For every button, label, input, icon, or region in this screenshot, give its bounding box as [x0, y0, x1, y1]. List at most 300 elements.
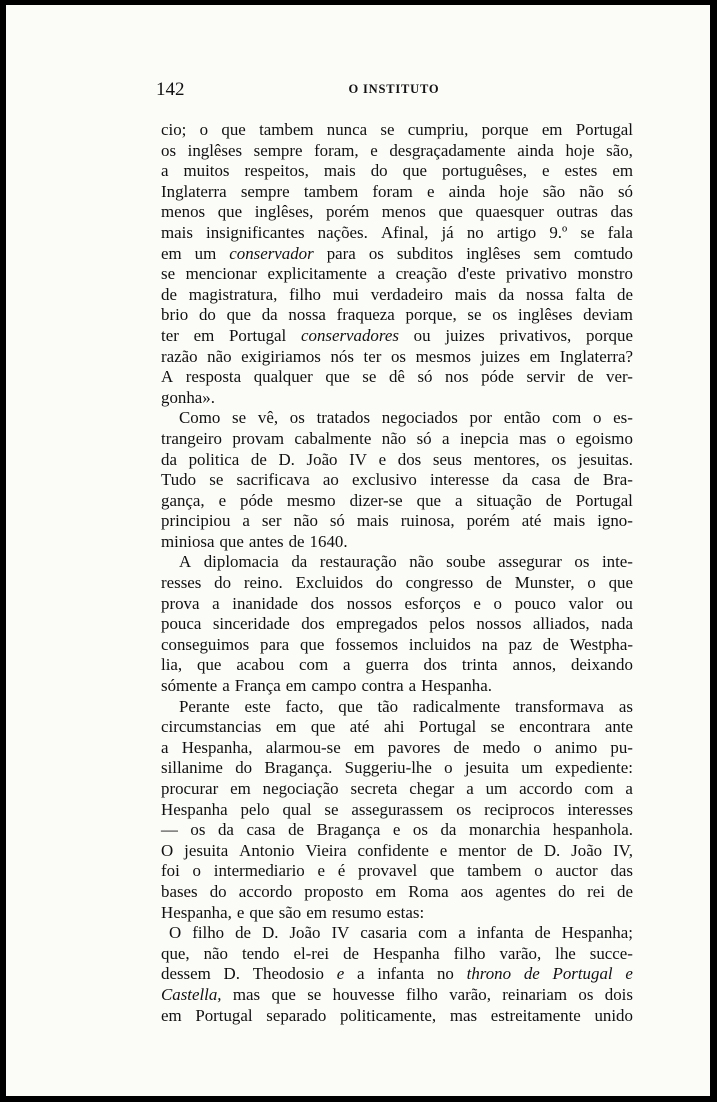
word: os	[190, 820, 206, 840]
word: que	[402, 161, 428, 181]
word: de	[523, 964, 540, 984]
text-line	[161, 367, 633, 388]
text-line	[161, 573, 633, 594]
word: mesmo	[286, 490, 336, 510]
word: creação	[395, 264, 448, 284]
word: es-	[613, 408, 633, 428]
word: filho	[289, 284, 321, 304]
word: que	[219, 531, 244, 551]
text-line	[161, 223, 633, 244]
text-line	[161, 717, 633, 738]
word: em	[612, 161, 633, 181]
word: acabou	[236, 655, 285, 675]
word: D.	[278, 449, 295, 469]
word: tambem	[259, 120, 314, 139]
word: vê,	[257, 408, 279, 428]
word: Portugal	[575, 490, 633, 510]
word: 1640.	[309, 531, 348, 551]
word: da	[440, 820, 457, 840]
word: —	[161, 820, 178, 840]
word: são	[278, 902, 302, 922]
word: magistratura,	[188, 284, 278, 304]
word: não	[203, 943, 228, 963]
word: póde	[481, 367, 514, 387]
word: trangeiro	[161, 428, 222, 448]
word: se	[380, 120, 395, 139]
word: em	[306, 902, 327, 922]
word: mais	[356, 511, 389, 531]
word: prova	[161, 593, 200, 613]
word: sacrificava	[236, 470, 310, 490]
word: ter	[363, 346, 382, 366]
word: os	[578, 984, 594, 1004]
word: de	[617, 881, 633, 901]
word: no	[436, 964, 454, 984]
running-title: O INSTITUTO	[348, 82, 440, 96]
word: mais	[323, 161, 356, 181]
word: servir	[526, 367, 565, 387]
word: da	[502, 470, 519, 490]
word: da	[291, 552, 308, 572]
word: mui	[332, 284, 359, 304]
word: das	[610, 202, 633, 222]
word: do	[235, 758, 253, 778]
text-line	[161, 841, 633, 862]
word: ver-	[606, 367, 633, 387]
word: accordo	[519, 779, 573, 798]
text-line	[161, 964, 633, 985]
word: a	[343, 655, 351, 675]
word: privativo	[506, 264, 567, 284]
word: por	[469, 408, 493, 428]
word: quaesquer	[475, 202, 544, 222]
word: ahi	[383, 717, 405, 737]
text-line	[161, 347, 633, 368]
word: porque	[481, 120, 529, 139]
word: João	[306, 449, 338, 469]
word: com	[552, 408, 582, 428]
word: de	[288, 820, 305, 840]
word: em	[161, 243, 182, 263]
word: é	[337, 861, 346, 881]
word: a	[161, 737, 169, 757]
text-line	[161, 429, 633, 450]
word: rei	[587, 881, 605, 901]
word: Hespanha;	[561, 923, 633, 943]
word: throno	[466, 964, 512, 984]
word: nossa	[288, 305, 326, 325]
word: tão	[377, 696, 399, 716]
word: desgraçadamente	[389, 140, 506, 160]
word: unido	[594, 1005, 633, 1025]
word: Westpha-	[569, 634, 633, 654]
word: os	[289, 408, 305, 428]
word: só	[617, 181, 633, 201]
text-line	[161, 470, 633, 491]
word: IV	[331, 923, 350, 943]
word: deviam	[583, 305, 633, 325]
word: provavel	[358, 861, 418, 881]
word: filho	[405, 984, 438, 1004]
text-line	[161, 985, 633, 1006]
word: artigo	[496, 222, 537, 242]
word: este	[244, 696, 271, 716]
word: proposto	[304, 881, 364, 901]
word: já	[441, 222, 454, 242]
word: pelo	[240, 799, 270, 819]
word: verdadeiro	[370, 284, 443, 304]
word: dos	[301, 614, 325, 634]
word: fala	[607, 222, 633, 242]
text-line	[161, 614, 633, 635]
word: ruinosa,	[400, 511, 455, 531]
word: de	[161, 284, 177, 304]
word: pelos	[429, 614, 465, 634]
word: Theodosio	[252, 964, 324, 984]
word: o	[493, 593, 502, 613]
word: varão,	[449, 984, 491, 1004]
word: o	[587, 573, 596, 593]
word: e	[236, 902, 245, 922]
word: e	[625, 964, 633, 984]
word: são,	[606, 140, 633, 160]
word: a	[377, 264, 385, 284]
word: das	[610, 861, 633, 881]
word: cumpriu,	[407, 120, 469, 139]
word: em	[193, 325, 215, 345]
word: nós	[330, 346, 354, 366]
word: de	[235, 923, 252, 943]
word: se	[307, 984, 322, 1004]
text-line	[161, 923, 633, 944]
word: sillanime	[161, 758, 223, 778]
word: jesuita	[184, 840, 229, 860]
word: Bragança	[316, 820, 381, 840]
word: nos	[445, 367, 469, 387]
word: separado	[266, 1005, 327, 1025]
word: infanta	[476, 923, 524, 943]
word: porém	[325, 202, 370, 222]
word: Castella,	[161, 984, 222, 1004]
word: com	[418, 923, 448, 943]
word: campo	[311, 676, 357, 696]
word: a	[242, 511, 250, 531]
word: politica	[188, 449, 240, 469]
word: inanidade	[232, 593, 298, 613]
word: pavores	[387, 737, 441, 757]
word: dizer-se	[349, 490, 403, 510]
word: são	[542, 181, 566, 201]
word: que	[416, 490, 442, 510]
word: dois	[604, 984, 633, 1004]
word: interesse	[429, 470, 490, 490]
word: tambem	[467, 861, 522, 881]
word: do	[370, 161, 388, 181]
word: porém	[466, 511, 510, 531]
word: gonha».	[161, 387, 215, 407]
word: estes	[564, 161, 598, 181]
word: que	[299, 634, 325, 654]
word: Bragança.	[264, 758, 333, 778]
word: nossos	[346, 593, 392, 613]
word: a	[408, 676, 417, 696]
word: resposta	[185, 367, 242, 387]
word: fraqueza	[336, 305, 395, 325]
word: Suggeriu-lhe	[344, 758, 432, 778]
word: os	[161, 140, 177, 160]
text-line	[161, 244, 633, 265]
word: A	[161, 367, 174, 387]
word: o	[199, 120, 209, 139]
text-line	[161, 511, 633, 532]
word: dê	[388, 367, 405, 387]
word: só	[329, 511, 345, 531]
word: secreta	[350, 779, 398, 798]
word: dos	[423, 655, 447, 675]
word: comtudo	[573, 243, 633, 263]
word: nações.	[317, 222, 368, 242]
word: privativos,	[499, 325, 572, 345]
word: Antonio	[239, 840, 295, 860]
word: que	[197, 655, 222, 675]
word: nossa	[526, 284, 564, 304]
text-line	[161, 861, 633, 882]
word: os	[492, 305, 508, 325]
word: se	[362, 367, 377, 387]
word: um	[194, 243, 217, 263]
word: e	[370, 140, 378, 160]
word: de	[288, 531, 305, 551]
word: succe-	[589, 943, 633, 963]
word: interesses	[567, 799, 633, 819]
word: conservadores	[301, 325, 399, 345]
word: IV	[349, 449, 367, 469]
word: o	[533, 737, 542, 757]
word: e	[426, 181, 435, 201]
word: João	[571, 840, 603, 860]
text-line	[161, 779, 633, 800]
text-line	[161, 882, 633, 903]
word: pouco	[514, 593, 556, 613]
word: de	[542, 634, 559, 654]
word: João	[289, 923, 321, 943]
word: facto,	[285, 696, 324, 716]
word: nossos	[476, 614, 522, 634]
word: resses	[161, 573, 202, 593]
word: restauração	[319, 552, 397, 572]
word: da	[217, 820, 234, 840]
word: que	[438, 202, 463, 222]
word: não	[409, 552, 434, 572]
word: ainda	[517, 140, 554, 160]
word: annos,	[512, 655, 557, 675]
word: a	[458, 923, 466, 943]
word: ser	[261, 511, 282, 531]
word: esforços	[404, 593, 461, 613]
word: ou	[615, 593, 633, 613]
word: filho	[453, 943, 486, 963]
word: que	[271, 984, 296, 1004]
word: do	[375, 573, 393, 593]
word: que	[608, 573, 633, 593]
word: gança,	[161, 490, 205, 510]
word: Afinal,	[380, 222, 429, 242]
word: trinta	[461, 655, 498, 675]
word: foram	[372, 181, 413, 201]
word: se	[580, 222, 595, 242]
word: sempre	[240, 181, 290, 201]
word: os	[574, 552, 590, 572]
word: pu-	[610, 737, 633, 757]
word: jesuita	[464, 758, 509, 778]
word: do	[198, 305, 216, 325]
word: mencionar	[185, 264, 257, 284]
text-line	[161, 120, 633, 141]
word: sómente	[161, 676, 218, 696]
word: inglêses	[466, 243, 521, 263]
word: diplomacia	[203, 552, 279, 572]
word: a	[222, 676, 230, 696]
word: na	[481, 634, 498, 654]
word: D.	[543, 840, 561, 860]
word: contra	[361, 676, 404, 696]
word: paz	[508, 634, 532, 654]
word: hespanhola.	[552, 820, 633, 840]
word: d'este	[457, 264, 496, 284]
word: principiou	[161, 511, 231, 531]
word: el-rei	[293, 943, 330, 963]
word: para	[326, 243, 356, 263]
word: com	[299, 655, 329, 675]
word: Munster,	[514, 573, 575, 593]
word: as	[618, 696, 633, 716]
word: Hespanha.	[421, 676, 492, 696]
word: Portugal	[575, 120, 633, 139]
word: ao	[322, 470, 339, 490]
text-line	[161, 491, 633, 512]
word: tratados	[316, 408, 371, 428]
word: porque	[586, 325, 633, 345]
word: para	[260, 634, 290, 654]
word: a	[625, 779, 633, 798]
word: e	[218, 490, 227, 510]
word: assegurar	[498, 552, 562, 572]
word: da	[261, 305, 278, 325]
word: os	[456, 799, 472, 819]
word: insignificantes	[206, 222, 305, 242]
word: em	[375, 881, 397, 901]
word: explicitamente	[267, 264, 367, 284]
word: Tudo	[161, 470, 197, 490]
text-line	[161, 594, 633, 615]
word: negociados	[381, 408, 458, 428]
word: lhe	[555, 943, 576, 963]
word: de	[250, 449, 267, 469]
word: foi	[161, 861, 180, 881]
word: póde	[240, 490, 273, 510]
word: que	[310, 717, 336, 737]
word: de	[485, 573, 502, 593]
word: lia,	[161, 655, 183, 675]
word: da	[498, 284, 515, 304]
word: politicamente,	[339, 1005, 437, 1025]
word: e	[541, 161, 550, 181]
word: 9.º	[549, 222, 568, 242]
text-line	[161, 552, 633, 573]
word: reino.	[243, 573, 283, 593]
word: Excluidos	[295, 573, 364, 593]
word: muitos	[183, 161, 230, 181]
text-line	[161, 820, 633, 841]
word: outras	[556, 202, 598, 222]
word: empregados	[336, 614, 418, 634]
word: exigiriamos	[241, 346, 321, 366]
word: circumstancias	[161, 717, 262, 737]
word: o	[556, 428, 566, 448]
word: dos	[310, 593, 335, 613]
word: procurar	[161, 779, 219, 798]
word: se	[232, 408, 247, 428]
word: inte-	[601, 552, 633, 572]
text-line	[161, 182, 633, 203]
text-line	[161, 305, 633, 326]
word: sem	[533, 243, 561, 263]
word: conseguimos	[161, 634, 250, 654]
word: em	[529, 346, 551, 366]
word: a	[357, 964, 365, 984]
word: que	[221, 120, 246, 139]
word: de	[343, 943, 360, 963]
word: a	[466, 779, 474, 798]
word: do	[209, 881, 227, 901]
word: mentor	[458, 840, 507, 860]
word: até	[349, 717, 370, 737]
word: falta	[575, 284, 606, 304]
text-line	[161, 758, 633, 779]
word: igno-	[597, 511, 633, 531]
word: então	[503, 408, 541, 428]
word: em	[230, 779, 251, 798]
word: mentores,	[473, 449, 540, 469]
word: em	[275, 717, 297, 737]
word: medo	[482, 737, 521, 757]
word: da	[161, 449, 177, 469]
word: ante	[604, 717, 633, 737]
word: negociação	[262, 779, 339, 798]
word: Inglaterra	[161, 181, 227, 201]
word: e	[473, 593, 481, 613]
word: se	[467, 305, 482, 325]
word: Vieira	[305, 840, 347, 860]
word: um	[521, 758, 543, 778]
word: que	[249, 902, 274, 922]
word: França	[234, 676, 281, 696]
word: os	[390, 346, 406, 366]
word: Hespanha	[161, 799, 228, 819]
text-line	[161, 800, 633, 821]
word: Roma	[408, 881, 449, 901]
word: não	[293, 511, 318, 531]
word: confidente	[357, 840, 429, 860]
word: bases	[161, 881, 198, 901]
word: encontrara	[519, 717, 591, 737]
word: situação	[476, 490, 532, 510]
word: mais	[454, 284, 487, 304]
word: foram,	[314, 140, 359, 160]
word: hoje	[499, 181, 529, 201]
word: só	[416, 428, 432, 448]
word: qual	[282, 799, 312, 819]
